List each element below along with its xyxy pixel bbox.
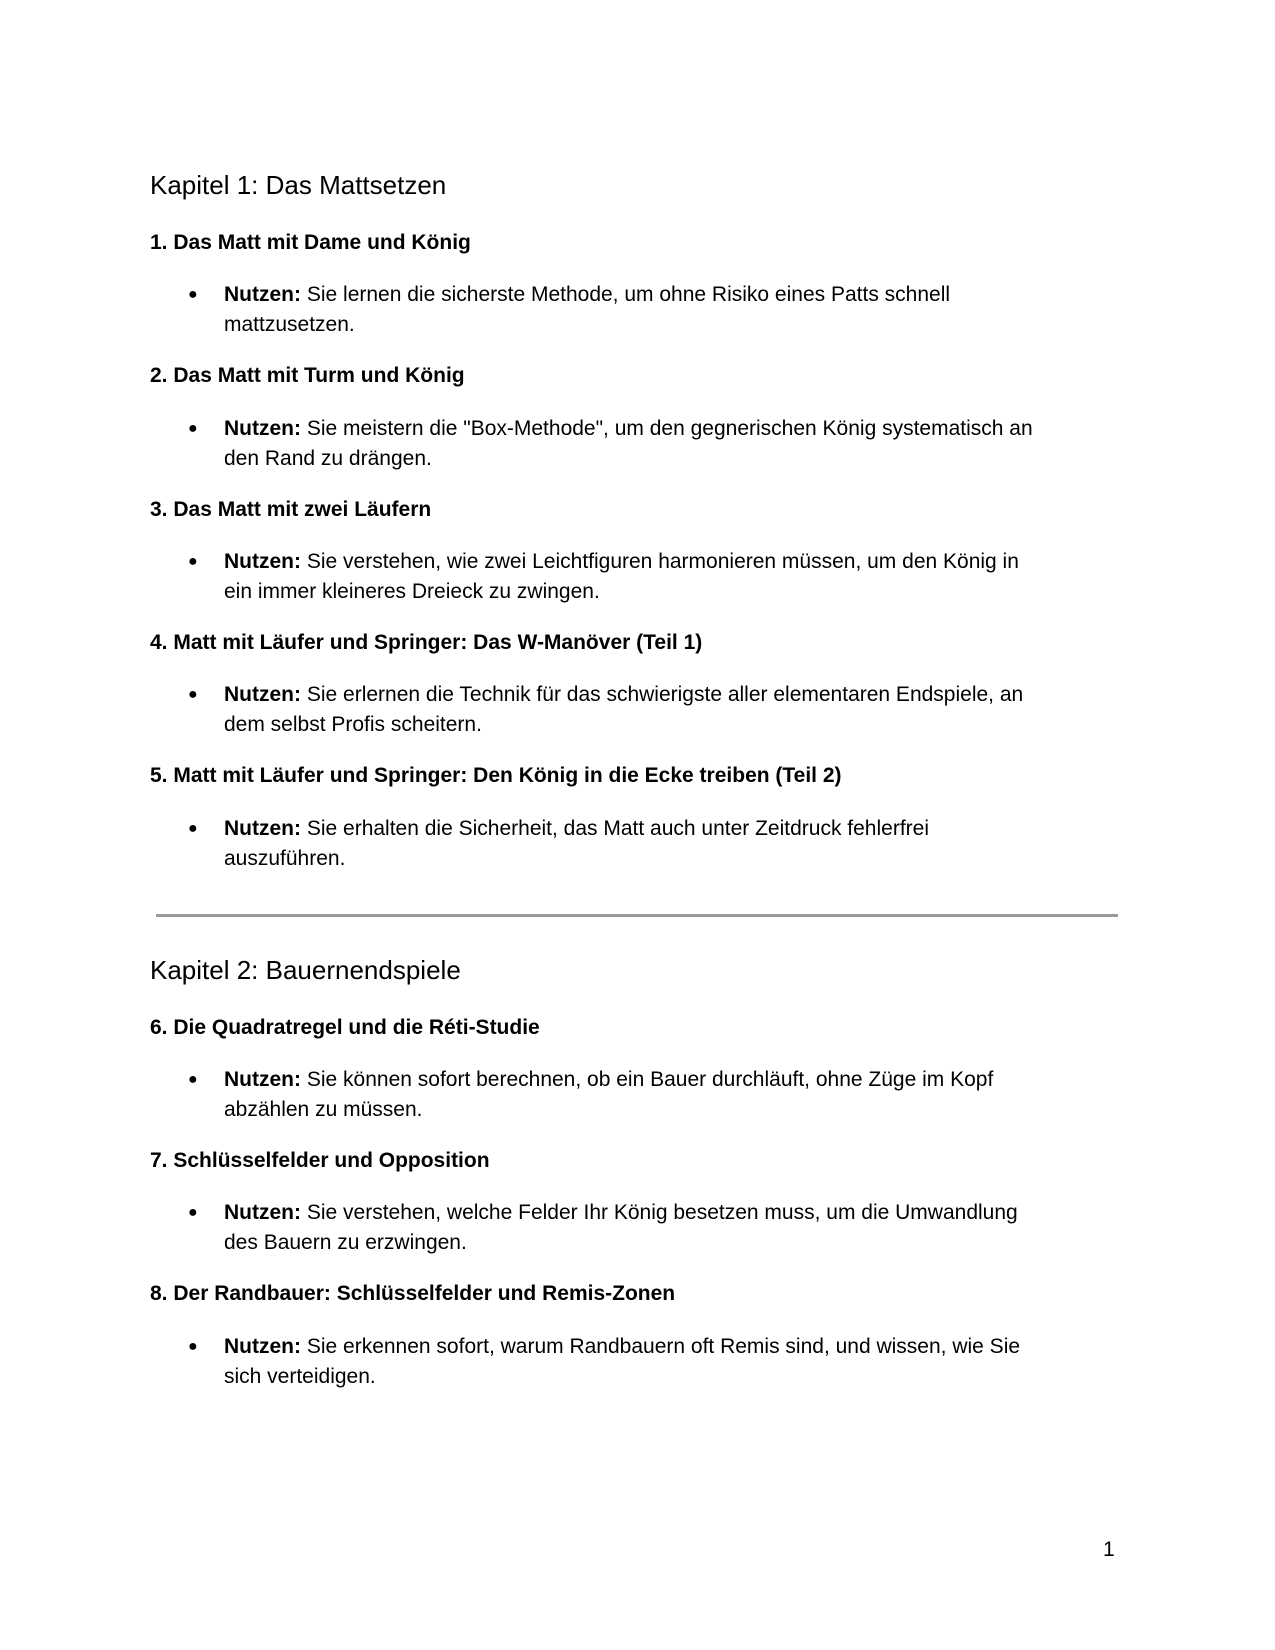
lesson	[150, 496, 1130, 607]
bullet-icon: ●	[188, 1071, 198, 1089]
benefit-item	[150, 680, 1130, 740]
lesson	[150, 762, 1130, 873]
lesson-title: 8. Der Randbauer: Schlüsselfelder und Remis-Zonen	[150, 1282, 676, 1306]
benefit-text: Sie lernen die sicherste Methode, um ohne Risiko eines Patts schnell	[306, 283, 951, 307]
benefit-label: Nutzen:	[224, 1068, 301, 1092]
bullet-icon: ●	[188, 1204, 198, 1222]
benefit-text: Sie erlernen die Technik für das schwierigste aller elementaren Endspiele, an	[306, 683, 1024, 707]
document-page	[150, 170, 1130, 1392]
benefit-text: ein immer kleineres Dreieck zu zwingen.	[224, 580, 600, 604]
bullet-icon: ●	[188, 819, 198, 837]
lesson-title: 3. Das Matt mit zwei Läufern	[150, 497, 432, 521]
benefit-label: Nutzen:	[224, 1201, 301, 1225]
benefit-item	[150, 1332, 1130, 1392]
lesson	[150, 362, 1130, 473]
benefit-text: des Bauern zu erzwingen.	[224, 1231, 467, 1255]
lesson-title: 1. Das Matt mit Dame und König	[150, 231, 471, 255]
benefit-text: Sie können sofort berechnen, ob ein Bauer durchläuft, ohne Züge im Kopf	[306, 1068, 994, 1092]
benefit-item	[150, 814, 1130, 874]
benefit-label: Nutzen:	[224, 550, 301, 574]
benefit-label: Nutzen:	[224, 683, 301, 707]
lesson	[150, 1014, 1130, 1125]
benefit-text: Sie meistern die "Box-Methode", um den gegnerischen König systematisch an	[306, 416, 1033, 440]
lesson	[150, 229, 1130, 340]
section-divider	[156, 914, 1118, 917]
benefit-text: Sie erkennen sofort, warum Randbauern oft Remis sind, und wissen, wie Sie	[306, 1334, 1021, 1358]
benefit-text: dem selbst Profis scheitern.	[224, 713, 482, 737]
bullet-icon: ●	[188, 1337, 198, 1355]
benefit-item	[150, 414, 1130, 474]
lesson	[150, 1147, 1130, 1258]
benefit-text: sich verteidigen.	[224, 1364, 376, 1388]
bullet-icon: ●	[188, 419, 198, 437]
benefit-label: Nutzen:	[224, 283, 301, 307]
benefit-text: mattzusetzen.	[224, 313, 355, 337]
benefit-text: auszuführen.	[224, 846, 346, 870]
chapter-title: Kapitel 1: Das Mattsetzen	[150, 170, 447, 200]
benefit-label: Nutzen:	[224, 1334, 301, 1358]
bullet-icon: ●	[188, 553, 198, 571]
lesson-title: 2. Das Matt mit Turm und König	[150, 364, 465, 388]
benefit-item	[150, 1198, 1130, 1258]
benefit-text: Sie verstehen, welche Felder Ihr König besetzen muss, um die Umwandlung	[306, 1201, 1018, 1225]
chapter-title: Kapitel 2: Bauernendspiele	[150, 954, 461, 985]
benefit-item	[150, 547, 1130, 607]
lesson-title: 5. Matt mit Läufer und Springer: Den König in die Ecke treiben (Teil 2)	[150, 764, 842, 788]
bullet-icon: ●	[188, 686, 198, 704]
lesson	[150, 1280, 1130, 1391]
benefit-label: Nutzen:	[224, 416, 301, 440]
bullet-icon: ●	[188, 286, 198, 304]
lesson-title: 7. Schlüsselfelder und Opposition	[150, 1149, 490, 1173]
benefit-item	[150, 280, 1130, 340]
lesson-title: 4. Matt mit Läufer und Springer: Das W-Manöver (Teil 1)	[150, 631, 703, 655]
benefit-text: Sie verstehen, wie zwei Leichtfiguren harmonieren müssen, um den König in	[306, 550, 1019, 574]
lesson	[150, 629, 1130, 740]
benefit-text: Sie erhalten die Sicherheit, das Matt auch unter Zeitdruck fehlerfrei	[306, 816, 929, 840]
benefit-label: Nutzen:	[224, 816, 301, 840]
benefit-text: den Rand zu drängen.	[224, 446, 432, 470]
lesson-title: 6. Die Quadratregel und die Réti-Studie	[150, 1015, 540, 1039]
benefit-text: abzählen zu müssen.	[224, 1098, 423, 1122]
benefit-item	[150, 1065, 1130, 1125]
page-number: 1	[1103, 1538, 1115, 1561]
